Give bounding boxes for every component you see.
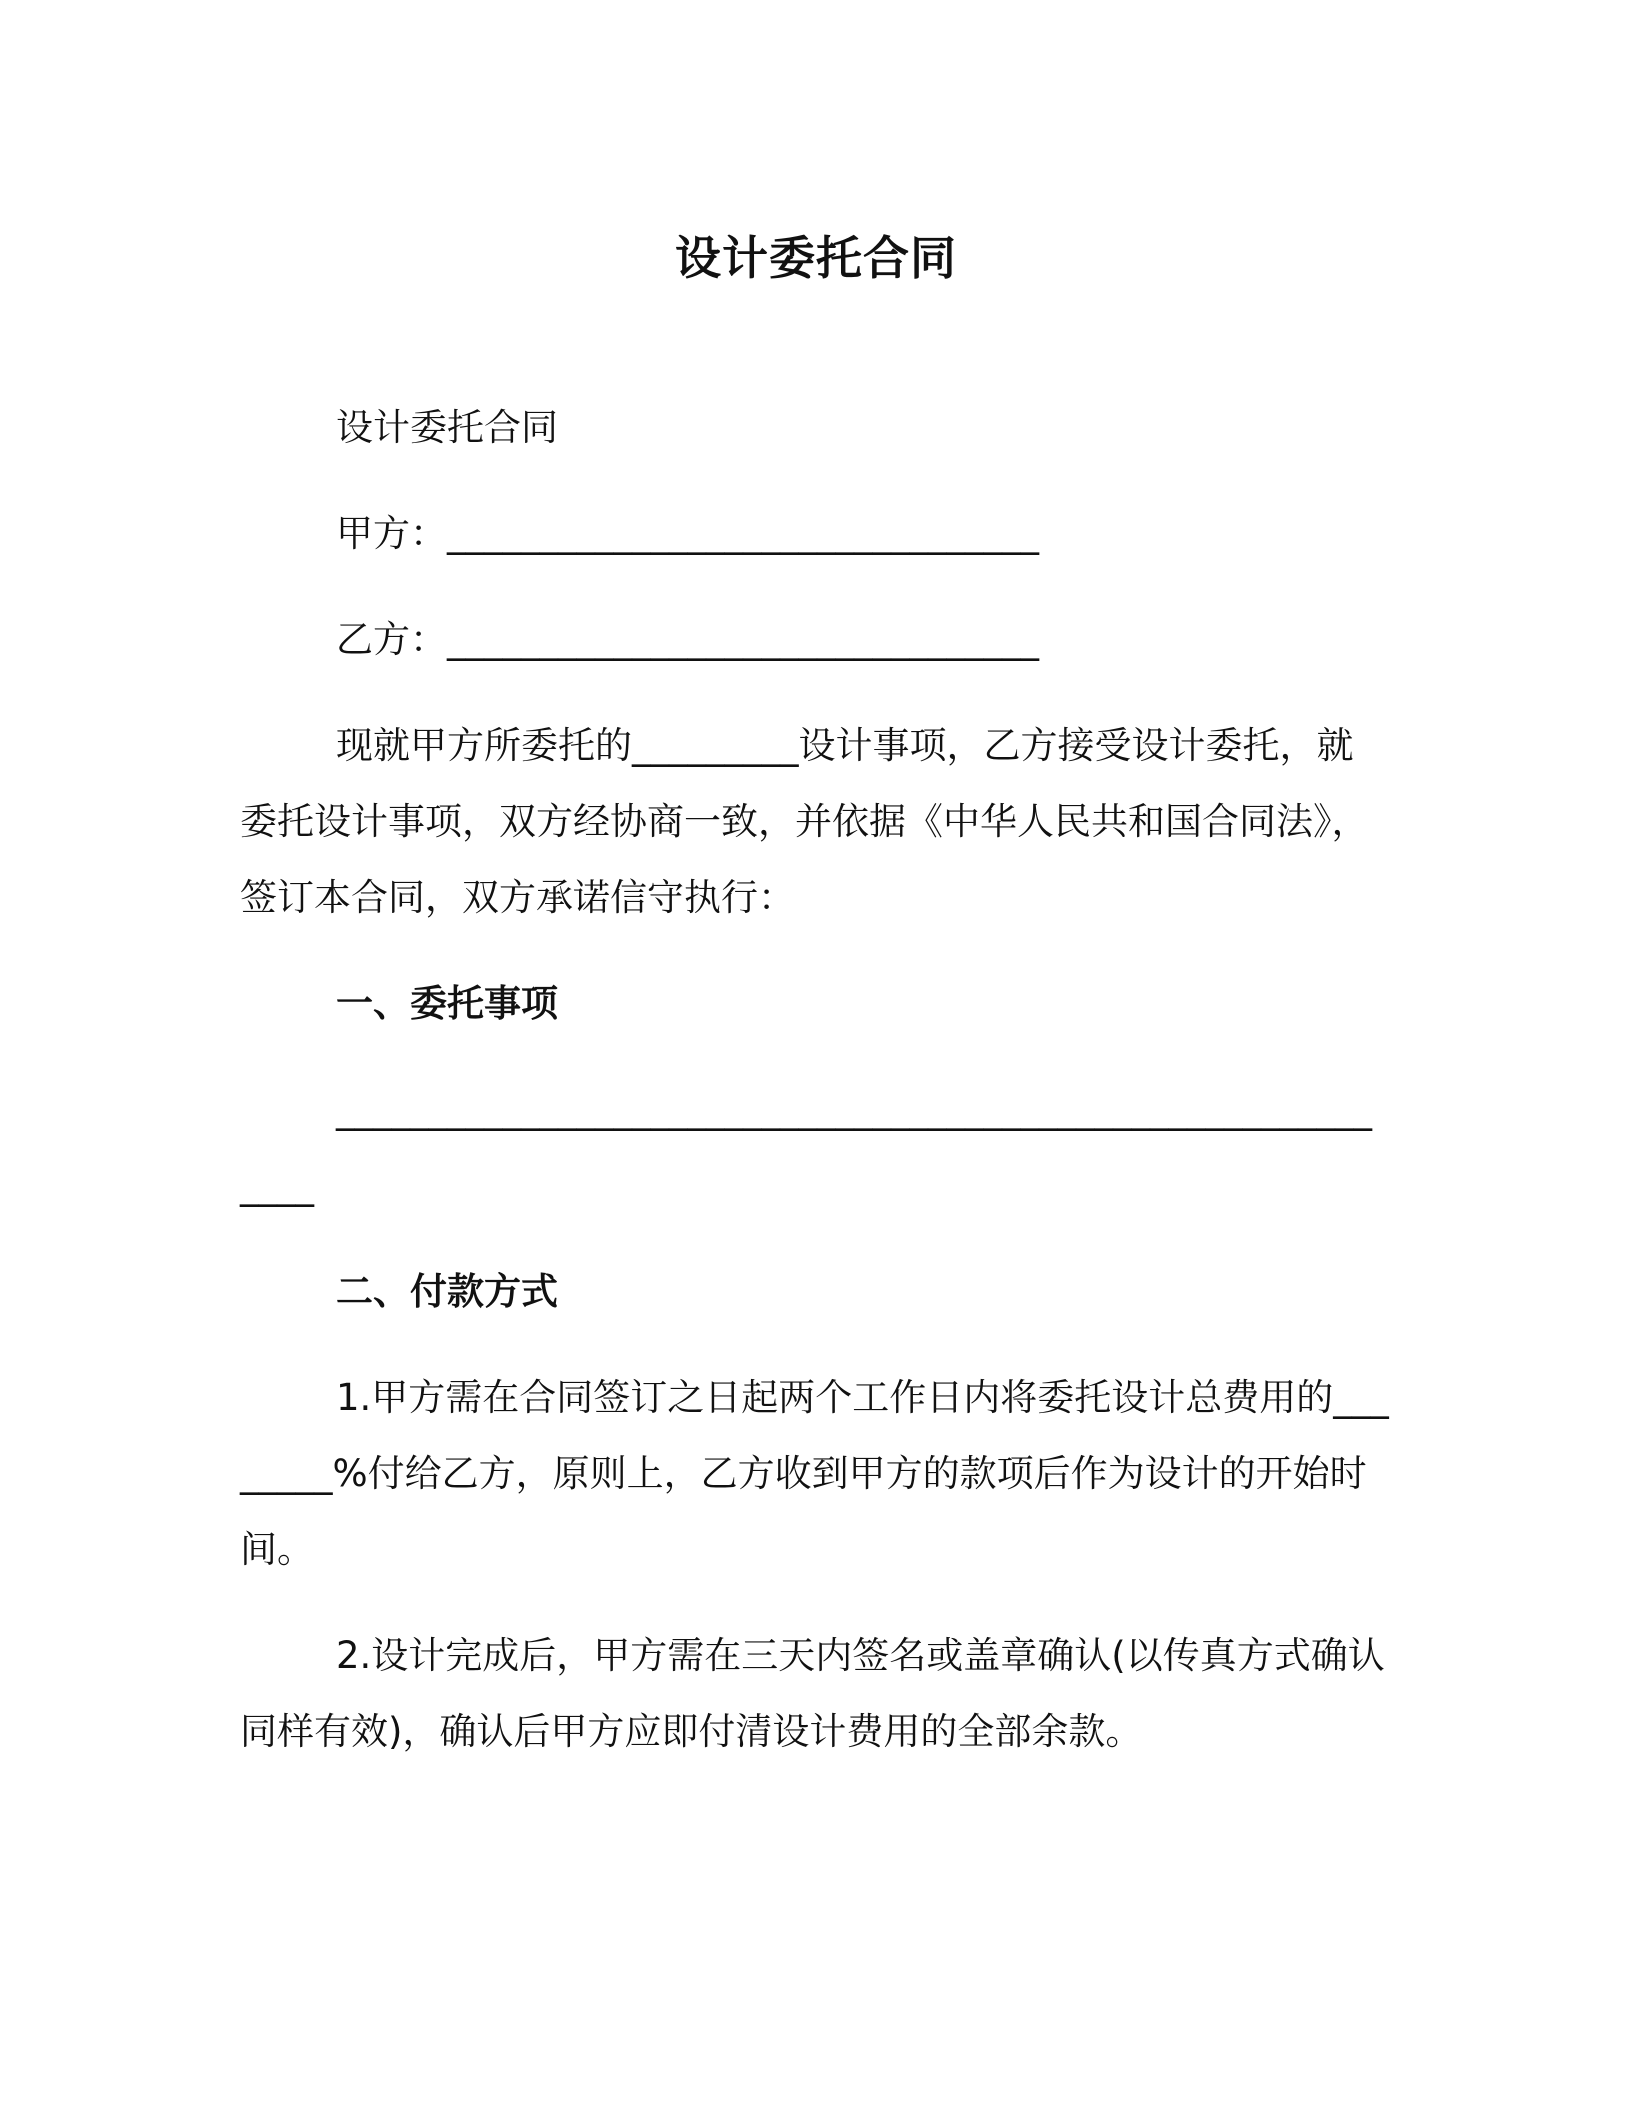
intro-paragraph: 现就甲方所委托的_________设计事项，乙方接受设计委托，就委托设计事项，双方经协商一致，并依据《中华人民共和国合同法》，签订本合同，双方承诺信守执行： [240, 724, 1369, 919]
party-b-line: 乙方：________________________________ [336, 618, 1039, 661]
section-heading-2: 二、付款方式 [336, 1270, 558, 1313]
document-body [240, 390, 1390, 1770]
subtitle-paragraph: 设计委托合同 [336, 406, 558, 449]
payment-clause-2: 2.设计完成后，甲方需在三天内签名或盖章确认(以传真方式确认同样有效)，确认后甲方应即付清设计费用的全部余款。 [240, 1634, 1385, 1753]
section-heading-1: 一、委托事项 [336, 982, 558, 1025]
payment-clause-1: 1.甲方需在合同签订之日起两个工作日内将委托设计总费用的________%付给乙方，原则上，乙方收到甲方的款项后作为设计的开始时间。 [240, 1376, 1389, 1571]
blank-line-paragraph: ____________________________________________________________ [240, 1088, 1372, 1207]
document-title: 设计委托合同 [675, 231, 957, 285]
party-a-line: 甲方：________________________________ [336, 512, 1039, 555]
